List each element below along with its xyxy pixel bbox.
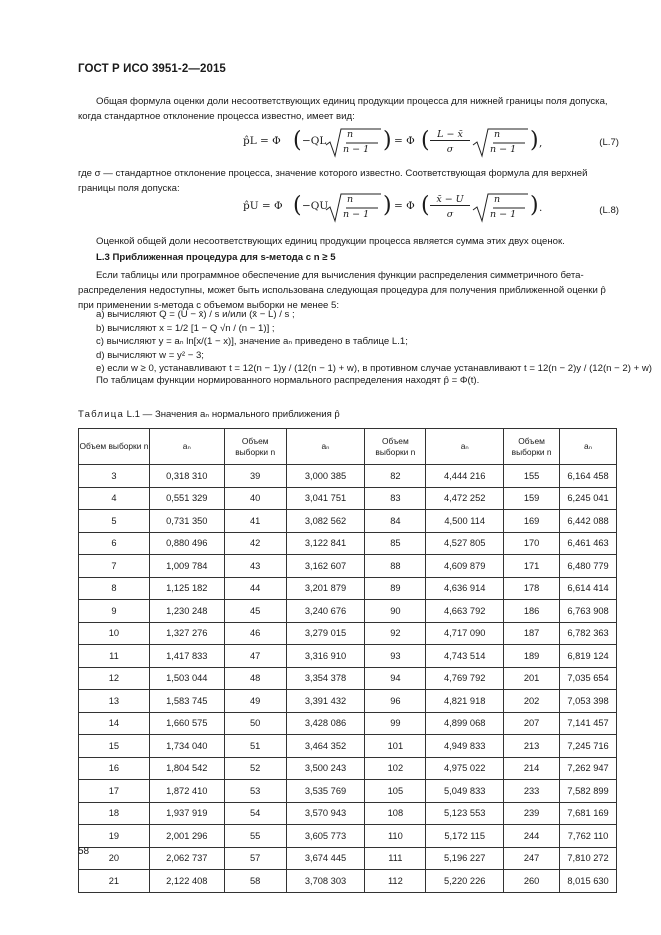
table-row <box>79 870 617 893</box>
cell-sample-size: 90 <box>365 600 426 623</box>
formula-l8-paren-open: ( <box>293 193 302 218</box>
cell-an-value: 1,125 182 <box>149 577 224 600</box>
cell-sample-size: 55 <box>224 825 286 848</box>
section-title: L.3 Приближенная процедура для s-метода с n ≥ 5 <box>96 252 336 263</box>
formula-l7-frac2-num: L − x̄ <box>430 129 470 141</box>
cell-an-value: 2,001 296 <box>149 825 224 848</box>
cell-sample-size: 54 <box>224 802 286 825</box>
cell-sample-size: 85 <box>365 532 426 555</box>
page-number: 58 <box>78 846 90 857</box>
cell-sample-size: 169 <box>504 510 560 533</box>
cell-sample-size: 96 <box>365 690 426 713</box>
cell-an-value: 0,318 310 <box>149 465 224 488</box>
table-row <box>79 690 617 713</box>
intro-paragraph: Общая формула оценки доли несоответствующих единиц продукции процесса для нижней границы поля допуска, когда стандартное отклонение процесса известно, имеет вид: <box>78 96 608 122</box>
cell-sample-size: 94 <box>365 667 426 690</box>
cell-sample-size: 6 <box>79 532 150 555</box>
cell-an-value: 4,717 090 <box>426 622 504 645</box>
cell-an-value: 1,872 410 <box>149 780 224 803</box>
cell-an-value: 7,035 654 <box>560 667 617 690</box>
formula-l8-frac2-num: x̄ − U <box>430 194 470 206</box>
cell-sample-size: 214 <box>504 757 560 780</box>
cell-sample-size: 48 <box>224 667 286 690</box>
cell-sample-size: 50 <box>224 712 286 735</box>
table-row <box>79 802 617 825</box>
cell-an-value: 0,731 350 <box>149 510 224 533</box>
table-l1 <box>78 428 617 893</box>
table-row <box>79 622 617 645</box>
table-row <box>79 667 617 690</box>
cell-sample-size: 20 <box>79 847 150 870</box>
formula-l7-frac3-den: n − 1 <box>490 144 517 155</box>
cell-an-value: 8,015 630 <box>560 870 617 893</box>
cell-sample-size: 13 <box>79 690 150 713</box>
cell-an-value: 3,570 943 <box>286 802 365 825</box>
formula-l7-frac3-num: n <box>494 129 501 140</box>
formula-l8-paren-close: ) <box>383 193 392 218</box>
table-row <box>79 600 617 623</box>
cell-sample-size: 207 <box>504 712 560 735</box>
cell-an-value: 7,681 169 <box>560 802 617 825</box>
header-an: aₙ <box>560 429 617 465</box>
cell-sample-size: 110 <box>365 825 426 848</box>
cell-sample-size: 105 <box>365 780 426 803</box>
formula-l7-mid: = Φ <box>394 135 415 147</box>
cell-sample-size: 47 <box>224 645 286 668</box>
cell-an-value: 3,708 303 <box>286 870 365 893</box>
formula-l7-comma: , <box>539 137 543 149</box>
cell-an-value: 6,164 458 <box>560 465 617 488</box>
cell-an-value: 5,220 226 <box>426 870 504 893</box>
cell-an-value: 3,279 015 <box>286 622 365 645</box>
formula-l7-paren2-open: ( <box>421 128 430 153</box>
formula-l7-paren-open: ( <box>293 128 302 153</box>
cell-an-value: 3,674 445 <box>286 847 365 870</box>
formula-l7-paren-close: ) <box>383 128 392 153</box>
cell-sample-size: 112 <box>365 870 426 893</box>
cell-an-value: 1,417 833 <box>149 645 224 668</box>
cell-sample-size: 46 <box>224 622 286 645</box>
cell-an-value: 4,472 252 <box>426 487 504 510</box>
cell-an-value: 5,049 833 <box>426 780 504 803</box>
cell-sample-size: 233 <box>504 780 560 803</box>
cell-sample-size: 43 <box>224 555 286 578</box>
cell-an-value: 4,949 833 <box>426 735 504 758</box>
cell-an-value: 1,503 044 <box>149 667 224 690</box>
formula-l8-frac-num: n <box>347 194 354 205</box>
cell-sample-size: 21 <box>79 870 150 893</box>
cell-sample-size: 52 <box>224 757 286 780</box>
cell-sample-size: 14 <box>79 712 150 735</box>
cell-sample-size: 53 <box>224 780 286 803</box>
header-an: aₙ <box>286 429 365 465</box>
cell-sample-size: 3 <box>79 465 150 488</box>
cell-sample-size: 17 <box>79 780 150 803</box>
formula-l8-frac-den: n − 1 <box>343 209 370 220</box>
cell-sample-size: 11 <box>79 645 150 668</box>
formula-l7 <box>243 128 619 158</box>
cell-an-value: 4,769 792 <box>426 667 504 690</box>
step-c: c) вычисляют y = aₙ ln[x/(1 − x)], значение aₙ приведено в таблице L.1; <box>96 336 408 348</box>
cell-sample-size: 82 <box>365 465 426 488</box>
cell-sample-size: 45 <box>224 600 286 623</box>
table-caption-text: L.1 — Значения aₙ нормального приближения p̂ <box>124 409 340 420</box>
cell-an-value: 4,663 792 <box>426 600 504 623</box>
cell-an-value: 1,804 542 <box>149 757 224 780</box>
formula-l8-mid: = Φ <box>394 200 415 212</box>
table-header-row <box>79 429 617 465</box>
table-row <box>79 780 617 803</box>
cell-an-value: 1,734 040 <box>149 735 224 758</box>
cell-an-value: 4,527 805 <box>426 532 504 555</box>
header-an: aₙ <box>149 429 224 465</box>
cell-an-value: 3,316 910 <box>286 645 365 668</box>
cell-an-value: 3,122 841 <box>286 532 365 555</box>
cell-sample-size: 93 <box>365 645 426 668</box>
cell-an-value: 2,122 408 <box>149 870 224 893</box>
cell-an-value: 2,062 737 <box>149 847 224 870</box>
table-row <box>79 465 617 488</box>
cell-an-value: 6,763 908 <box>560 600 617 623</box>
cell-an-value: 3,605 773 <box>286 825 365 848</box>
cell-sample-size: 42 <box>224 532 286 555</box>
cell-an-value: 3,464 352 <box>286 735 365 758</box>
header-sample-size: Объем выборки n <box>224 429 286 465</box>
cell-sample-size: 8 <box>79 577 150 600</box>
cell-an-value: 6,245 041 <box>560 487 617 510</box>
cell-sample-size: 239 <box>504 802 560 825</box>
cell-sample-size: 102 <box>365 757 426 780</box>
header-sample-size: Объем выборки n <box>79 429 150 465</box>
cell-sample-size: 155 <box>504 465 560 488</box>
steps-list <box>96 308 652 376</box>
table-row <box>79 712 617 735</box>
table-row <box>79 510 617 533</box>
cell-an-value: 6,480 779 <box>560 555 617 578</box>
cell-an-value: 3,354 378 <box>286 667 365 690</box>
cell-sample-size: 178 <box>504 577 560 600</box>
table-row <box>79 555 617 578</box>
cell-sample-size: 16 <box>79 757 150 780</box>
cell-sample-size: 201 <box>504 667 560 690</box>
cell-sample-size: 15 <box>79 735 150 758</box>
formula-l7-number: (L.7) <box>599 137 619 148</box>
cell-sample-size: 57 <box>224 847 286 870</box>
cell-an-value: 7,810 272 <box>560 847 617 870</box>
cell-sample-size: 108 <box>365 802 426 825</box>
cell-sample-size: 92 <box>365 622 426 645</box>
cell-an-value: 1,583 745 <box>149 690 224 713</box>
cell-an-value: 4,444 216 <box>426 465 504 488</box>
cell-sample-size: 170 <box>504 532 560 555</box>
table-row <box>79 532 617 555</box>
cell-sample-size: 186 <box>504 600 560 623</box>
formula-l7-frac-den: n − 1 <box>343 144 370 155</box>
cell-sample-size: 171 <box>504 555 560 578</box>
cell-an-value: 7,053 398 <box>560 690 617 713</box>
cell-an-value: 5,196 227 <box>426 847 504 870</box>
cell-sample-size: 101 <box>365 735 426 758</box>
table-caption <box>78 409 340 420</box>
formula-l8-lhs: p̂U = Φ <box>243 200 283 212</box>
formula-l8-frac3-num: n <box>494 194 501 205</box>
cell-an-value: 4,743 514 <box>426 645 504 668</box>
cell-an-value: 3,391 432 <box>286 690 365 713</box>
cell-sample-size: 18 <box>79 802 150 825</box>
approx-paragraph: Если таблицы или программное обеспечение для вычисления функции распределения симметричного бета-распределения недоступны, может быть использована следующая процедура для получения приближенной оценки p̂ при применении s-метода с объемом выборки не менее 5: <box>78 270 606 311</box>
page-header-title: ГОСТ Р ИСО 3951-2—2015 <box>78 63 226 75</box>
cell-an-value: 0,880 496 <box>149 532 224 555</box>
cell-an-value: 3,201 879 <box>286 577 365 600</box>
cell-an-value: 3,500 243 <box>286 757 365 780</box>
cell-an-value: 1,327 276 <box>149 622 224 645</box>
cell-sample-size: 187 <box>504 622 560 645</box>
sigma-paragraph: где σ — стандартное отклонение процесса, значение которого известно. Соответствующая формула для верхней границы поля допуска: <box>78 168 588 194</box>
table-body <box>79 465 617 893</box>
cell-sample-size: 49 <box>224 690 286 713</box>
table-row <box>79 757 617 780</box>
cell-sample-size: 88 <box>365 555 426 578</box>
cell-sample-size: 58 <box>224 870 286 893</box>
step-e: e) если w ≥ 0, устанавливают t = 12(n − 1)y / (12(n − 1) + w), в противном случае устанавливают t = 12(n − 2)y / (12(n − 2) + w) <box>96 363 652 375</box>
cell-sample-size: 10 <box>79 622 150 645</box>
formula-l7-frac2-den: σ <box>446 144 454 155</box>
cell-an-value: 0,551 329 <box>149 487 224 510</box>
cell-an-value: 4,899 068 <box>426 712 504 735</box>
table-row <box>79 645 617 668</box>
cell-an-value: 5,123 553 <box>426 802 504 825</box>
cell-an-value: 4,975 022 <box>426 757 504 780</box>
cell-an-value: 1,660 575 <box>149 712 224 735</box>
sum-paragraph: Оценкой общей доли несоответствующих единиц продукции процесса является сумма этих двух оценок. <box>96 236 565 247</box>
table-row <box>79 577 617 600</box>
formula-l7-paren2-close: ) <box>530 128 539 153</box>
cell-an-value: 7,141 457 <box>560 712 617 735</box>
cell-sample-size: 51 <box>224 735 286 758</box>
header-sample-size: Объем выборки n <box>365 429 426 465</box>
cell-sample-size: 260 <box>504 870 560 893</box>
header-an: aₙ <box>426 429 504 465</box>
cell-sample-size: 99 <box>365 712 426 735</box>
cell-an-value: 3,000 385 <box>286 465 365 488</box>
cell-sample-size: 7 <box>79 555 150 578</box>
formula-l8-frac2-den: σ <box>446 209 454 220</box>
cell-sample-size: 41 <box>224 510 286 533</box>
table-row <box>79 487 617 510</box>
cell-an-value: 3,240 676 <box>286 600 365 623</box>
cell-sample-size: 84 <box>365 510 426 533</box>
cell-an-value: 6,442 088 <box>560 510 617 533</box>
cell-an-value: 3,162 607 <box>286 555 365 578</box>
cell-an-value: 3,041 751 <box>286 487 365 510</box>
step-b: b) вычисляют x = 1/2 [1 − Q √n / (n − 1)] ; <box>96 322 275 334</box>
cell-sample-size: 159 <box>504 487 560 510</box>
formula-l8-inner: −QU <box>302 200 329 212</box>
cell-sample-size: 4 <box>79 487 150 510</box>
final-paragraph: По таблицам функции нормированного нормального распределения находят p̂ = Φ(t). <box>96 375 480 386</box>
cell-an-value: 6,782 363 <box>560 622 617 645</box>
table-caption-prefix: Таблица <box>78 409 125 420</box>
cell-an-value: 3,082 562 <box>286 510 365 533</box>
cell-an-value: 6,819 124 <box>560 645 617 668</box>
formula-l8-paren2-close: ) <box>530 193 539 218</box>
cell-sample-size: 44 <box>224 577 286 600</box>
formula-l7-lhs: p̂L = Φ <box>243 135 281 147</box>
cell-sample-size: 111 <box>365 847 426 870</box>
cell-an-value: 4,500 114 <box>426 510 504 533</box>
cell-sample-size: 19 <box>79 825 150 848</box>
formula-l8-dot: . <box>539 202 543 214</box>
step-a: a) вычисляют Q = (U − x̄) / s и/или (x̄ − L) / s ; <box>96 309 295 320</box>
formula-l8-frac3-den: n − 1 <box>490 209 517 220</box>
cell-an-value: 4,636 914 <box>426 577 504 600</box>
cell-an-value: 3,535 769 <box>286 780 365 803</box>
cell-sample-size: 9 <box>79 600 150 623</box>
cell-an-value: 1,937 919 <box>149 802 224 825</box>
formula-l7-frac-num: n <box>347 129 354 140</box>
cell-sample-size: 189 <box>504 645 560 668</box>
header-sample-size: Объем выборки n <box>504 429 560 465</box>
cell-an-value: 4,609 879 <box>426 555 504 578</box>
formula-l8 <box>243 193 619 223</box>
cell-sample-size: 83 <box>365 487 426 510</box>
cell-an-value: 4,821 918 <box>426 690 504 713</box>
cell-an-value: 1,009 784 <box>149 555 224 578</box>
cell-an-value: 7,262 947 <box>560 757 617 780</box>
cell-sample-size: 247 <box>504 847 560 870</box>
cell-an-value: 6,614 414 <box>560 577 617 600</box>
cell-an-value: 1,230 248 <box>149 600 224 623</box>
cell-sample-size: 244 <box>504 825 560 848</box>
cell-an-value: 7,245 716 <box>560 735 617 758</box>
cell-sample-size: 5 <box>79 510 150 533</box>
table-row <box>79 735 617 758</box>
formula-l8-paren2-open: ( <box>421 193 430 218</box>
cell-sample-size: 213 <box>504 735 560 758</box>
cell-an-value: 7,582 899 <box>560 780 617 803</box>
cell-an-value: 5,172 115 <box>426 825 504 848</box>
table-row <box>79 847 617 870</box>
step-d: d) вычисляют w = y² − 3; <box>96 349 204 361</box>
cell-sample-size: 39 <box>224 465 286 488</box>
cell-sample-size: 202 <box>504 690 560 713</box>
table-row <box>79 825 617 848</box>
cell-an-value: 7,762 110 <box>560 825 617 848</box>
cell-sample-size: 12 <box>79 667 150 690</box>
cell-an-value: 3,428 086 <box>286 712 365 735</box>
cell-sample-size: 40 <box>224 487 286 510</box>
formula-l7-inner: −QL <box>302 135 327 147</box>
cell-an-value: 6,461 463 <box>560 532 617 555</box>
formula-l8-number: (L.8) <box>599 205 619 216</box>
cell-sample-size: 89 <box>365 577 426 600</box>
